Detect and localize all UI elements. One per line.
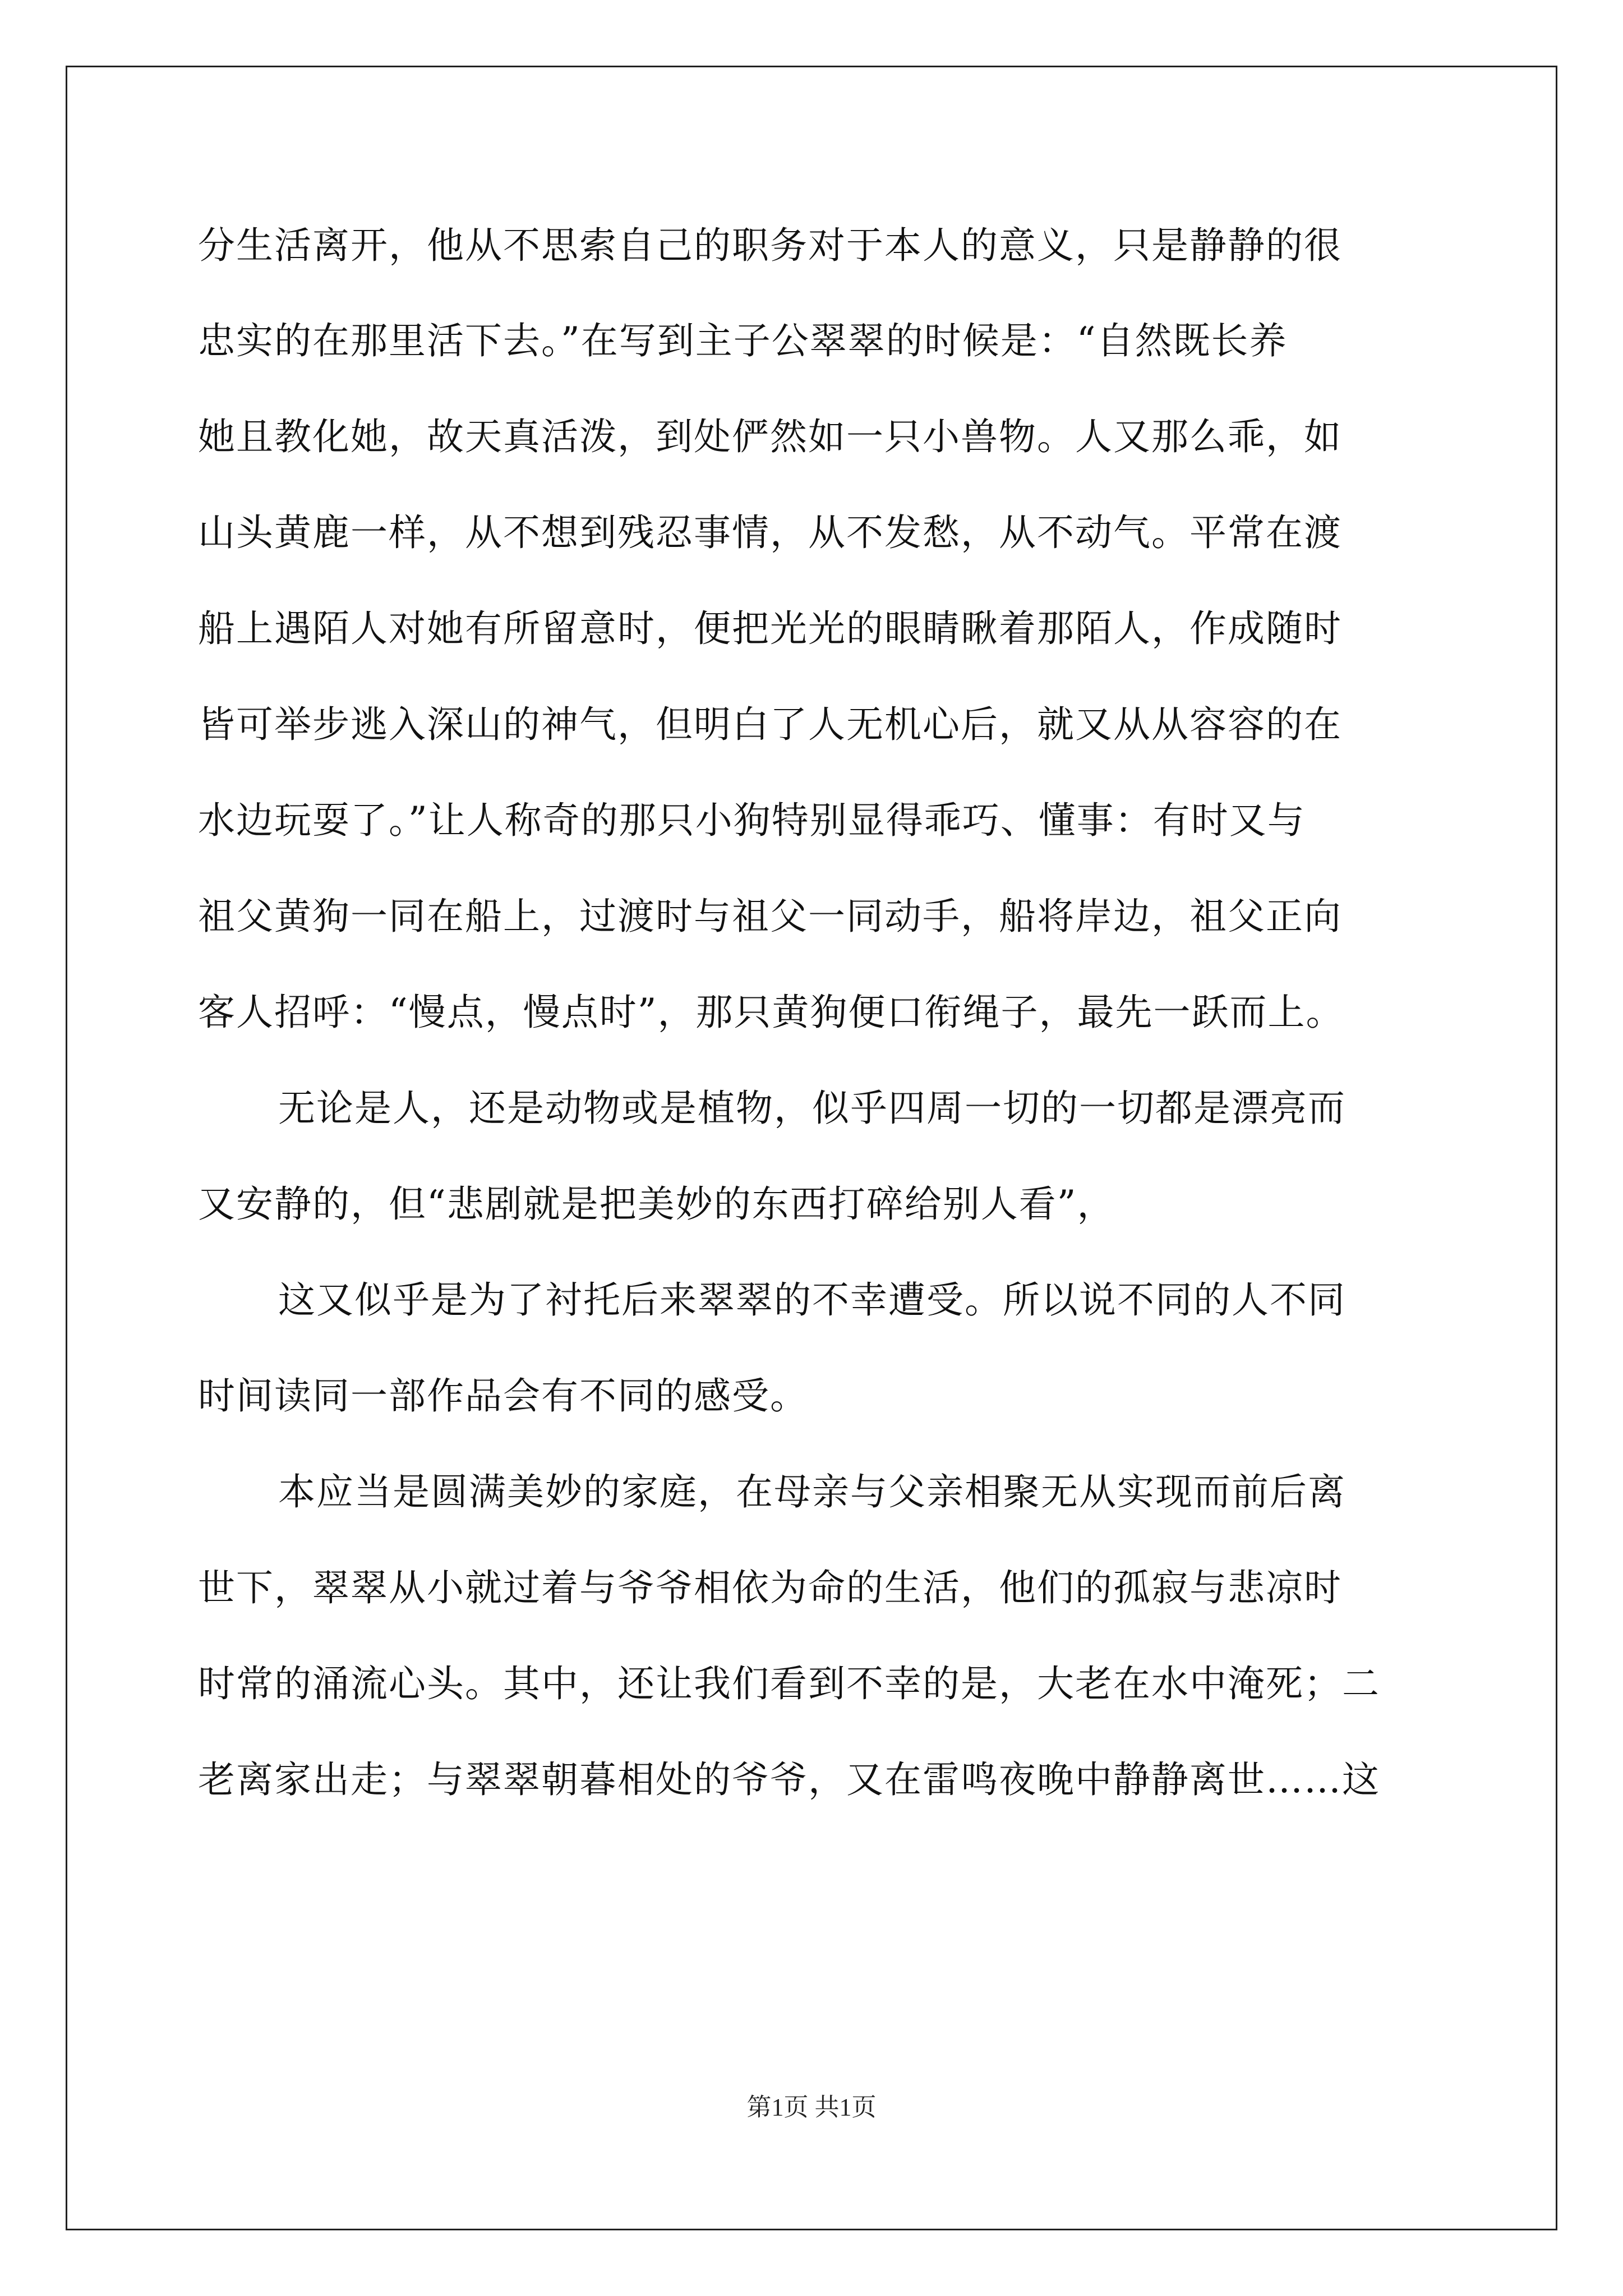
text-line: 时常的涌流心头。其中，还让我们看到不幸的是，大老在水中淹死；二: [198, 1662, 1380, 1705]
text-line: 船上遇陌人对她有所留意时，便把光光的眼睛瞅着那陌人，作成随时: [198, 607, 1342, 650]
text-line: 老离家出走；与翠翠朝暮相处的爷爷，又在雷鸣夜晚中静静离世……这: [198, 1758, 1380, 1801]
paragraph-first-line: 本应当是圆满美妙的家庭，在母亲与父亲相聚无从实现而前后离: [278, 1470, 1346, 1513]
page-border: [66, 66, 1557, 2230]
text-line: 忠实的在那里活下去。”在写到主子公翠翠的时候是：“自然既长养: [198, 319, 1288, 362]
text-line: 客人招呼：“慢点，慢点时”，那只黄狗便口衔绳子，最先一跃而上。: [198, 991, 1344, 1034]
text-line: 水边玩耍了。”让人称奇的那只小狗特别显得乖巧、懂事：有时又与: [198, 799, 1306, 842]
text-line: 世下，翠翠从小就过着与爷爷相依为命的生活，他们的孤寂与悲凉时: [198, 1566, 1342, 1609]
text-line: 她且教化她，故天真活泼，到处俨然如一只小兽物。人又那么乖，如: [198, 415, 1342, 458]
paragraph-first-line: 无论是人，还是动物或是植物，似乎四周一切的一切都是漂亮而: [278, 1087, 1346, 1130]
text-line: 山头黄鹿一样，从不想到残忍事情，从不发愁，从不动气。平常在渡: [198, 511, 1342, 554]
text-line: 又安静的，但“悲剧就是把美妙的东西打碎给别人看”，: [198, 1182, 1115, 1226]
text-line: 皆可举步逃入深山的神气，但明白了人无机心后，就又从从容容的在: [198, 703, 1342, 746]
text-line: 分生活离开，他从不思索自己的职务对于本人的意义，只是静静的很: [198, 224, 1342, 267]
text-line: 时间读同一部作品会有不同的感受。: [198, 1374, 808, 1418]
paragraph-first-line: 这又似乎是为了衬托后来翠翠的不幸遭受。所以说不同的人不同: [278, 1278, 1346, 1322]
text-line: 祖父黄狗一同在船上，过渡时与祖父一同动手，船将岸边，祖父正向: [198, 895, 1342, 938]
page-number-footer: 第1页 共1页: [746, 2093, 877, 2121]
